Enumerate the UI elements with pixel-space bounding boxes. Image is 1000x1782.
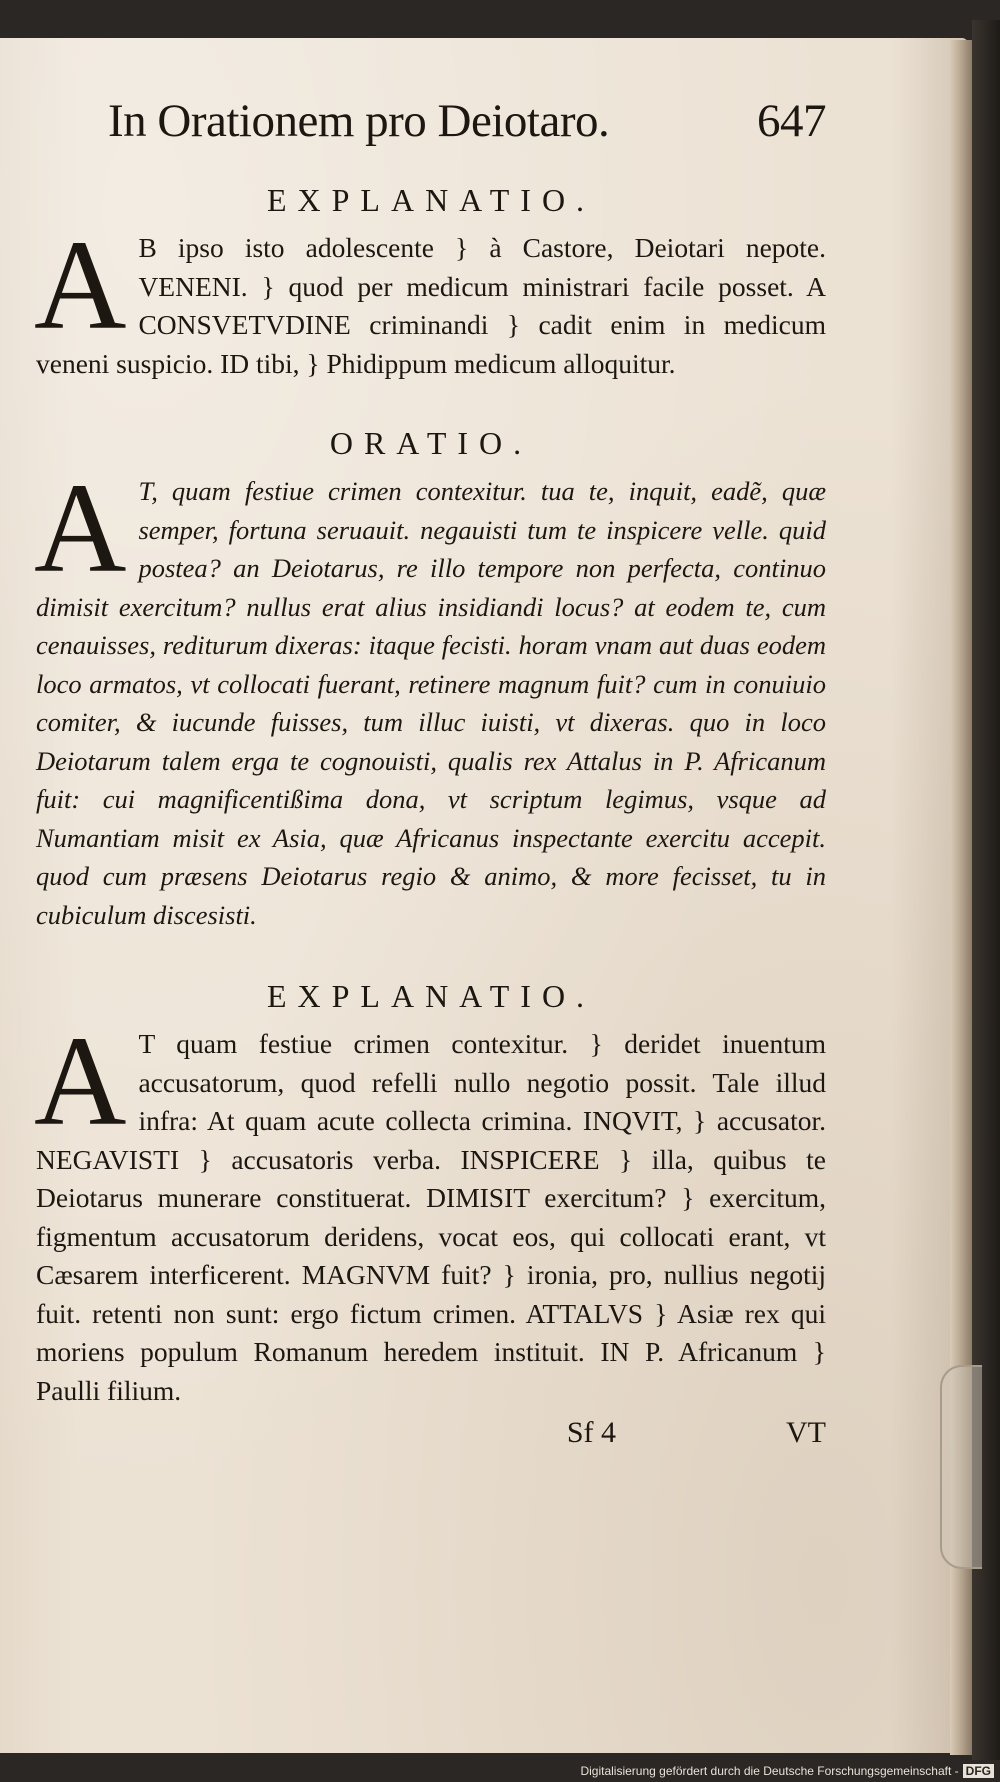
dfg-logo: DFG xyxy=(963,1764,994,1778)
drop-cap: A xyxy=(34,214,127,356)
section-body-explanatio-2 xyxy=(34,1010,826,1410)
running-head-title: In Orationem pro Deiotaro. xyxy=(108,95,610,147)
section-body-oratio xyxy=(34,457,826,934)
page-text-block xyxy=(36,80,826,1450)
page-tab-marker xyxy=(940,1365,982,1569)
drop-cap: A xyxy=(34,457,127,599)
digitization-credit xyxy=(580,1764,994,1778)
catchword: VT xyxy=(786,1416,826,1449)
section-title-oratio: ORATIO. xyxy=(329,425,533,461)
running-header xyxy=(36,94,826,148)
section-title-explanatio-1: EXPLANATIO. xyxy=(266,182,596,218)
drop-cap: A xyxy=(34,1010,127,1152)
section-title-explanatio-2: EXPLANATIO. xyxy=(266,978,596,1014)
paragraph-text: T quam festiue crimen contexitur. } deridet inuentum accusatorum, quod refelli nullo negotio possit. Tale illud infra: At quam acute collecta crimina. INQVIT, } accusator. NEGAVISTI } accusatoris verba. INSPICERE } illa, quibus te Deiotarus munerare constituerat. DIMISIT exercitum? } exercitum, figmentum accusatorum deridens, vocat eos, qui collocati erant, vt Cæsarem interficerent. MAGNVM fuit? } ironia, pro, nullius negotij fuit. retenti non sunt: ergo fictum crimen. ATTALVS } Asiæ rex qui moriens populum Romanum heredem instituit. IN P. Africanum } Paulli filium. xyxy=(36,1028,826,1406)
section-body-explanatio-1 xyxy=(34,214,826,383)
paragraph-text: T, quam festiue crimen contexitur. tua te, inquit, eadẽ, quæ semper, fortuna seruauit. negauisti tum te inspicere velle. quid postea? an Deiotarus, re illo tempore non perfecta, continuo dimisit exercitum? nullus erat alius insidiandi locus? at eodem te, cum cenauisses, rediturum dixeras: itaque fecisti. horam vnam aut duas eodem loco armatos, vt collocati fuerant, retinere magnum fuit? cum in conuiuio comiter, & iucunde fuisses, tum illuc iuisti, vt dixeras. quo in loco Deiotarum talem erga te cognouisti, qualis rex Attalus in P. Africanum fuit: cui magnificentißima dona, vt scriptum legimus, vsque ad Numantiam misit ex Asia, quæ Africanus inspectante exercitu accepit. quod cum præsens Deiotarus regio & animo, & more fecisset, tu in cubiculum discesisti. xyxy=(36,476,826,930)
page-footer-marks xyxy=(36,1416,826,1450)
credit-text: Digitalisierung gefördert durch die Deutsche Forschungsgemeinschaft - xyxy=(580,1764,959,1778)
paragraph-text: B ipso isto adolescente } à Castore, Deiotari nepote. VENENI. } quod per medicum ministrari facile posset. A CONSVETVDINE criminandi } cadit enim in medicum veneni suspicio. ID tibi, } Phidippum medicum alloquitur. xyxy=(36,232,826,379)
page-number: 647 xyxy=(757,95,826,147)
signature-mark: Sf 4 xyxy=(566,1416,616,1449)
